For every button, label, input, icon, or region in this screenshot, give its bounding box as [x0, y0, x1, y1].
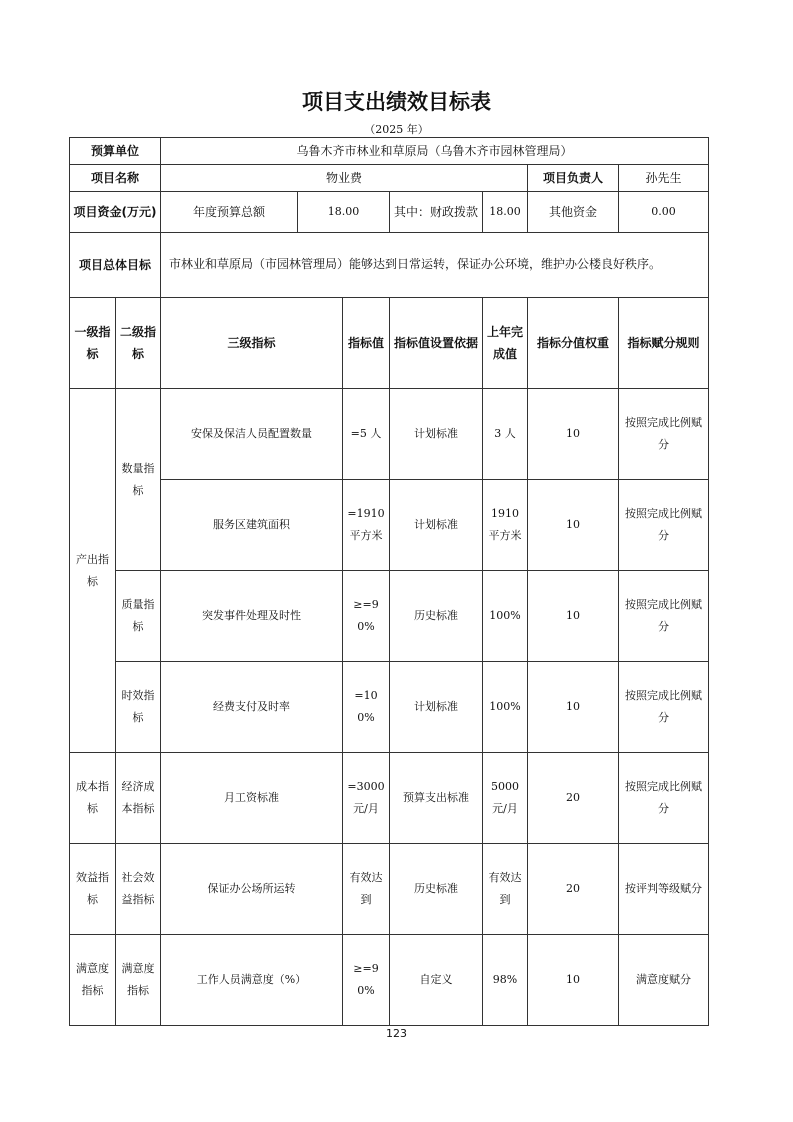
project-funds-label: 项目资金(万元): [70, 192, 161, 233]
indicator-value: =3000元/月: [343, 753, 390, 844]
table-row: [70, 389, 709, 480]
indicator-name: 经费支付及时率: [161, 662, 343, 753]
indicator-basis: 历史标准: [390, 844, 483, 935]
indicator-value: ≥=90%: [343, 935, 390, 1026]
indicator-name: 突发事件处理及时性: [161, 571, 343, 662]
budget-unit-value: 乌鲁木齐市林业和草原局（乌鲁木齐市园林管理局）: [161, 138, 709, 165]
scoring-rule: 按照完成比例赋分: [619, 389, 709, 480]
header-level2: 二级指标: [116, 298, 161, 389]
overall-goal-value: 市林业和草原局（市园林管理局）能够达到日常运转，保证办公环境，维护办公楼良好秩序。: [161, 233, 709, 298]
scoring-rule: 按照完成比例赋分: [619, 662, 709, 753]
header-level1: 一级指标: [70, 298, 116, 389]
indicator-weight: 10: [528, 389, 619, 480]
indicator-weight: 10: [528, 571, 619, 662]
indicator-name: 安保及保洁人员配置数量: [161, 389, 343, 480]
indicator-basis: 历史标准: [390, 571, 483, 662]
indicator-name: 服务区建筑面积: [161, 480, 343, 571]
level2-economic-cost: 经济成本指标: [116, 753, 161, 844]
indicator-value: 有效达到: [343, 844, 390, 935]
level2-quantity: 数量指标: [116, 389, 161, 571]
fiscal-allocation-label: 其中：财政拨款: [390, 192, 483, 233]
scoring-rule: 按照完成比例赋分: [619, 753, 709, 844]
header-value: 指标值: [343, 298, 390, 389]
indicator-weight: 10: [528, 662, 619, 753]
indicator-basis: 自定义: [390, 935, 483, 1026]
indicator-value: =5 人: [343, 389, 390, 480]
table-row: [70, 753, 709, 844]
level2-quality: 质量指标: [116, 571, 161, 662]
other-funds-value: 0.00: [619, 192, 709, 233]
indicator-basis: 计划标准: [390, 389, 483, 480]
indicator-name: 保证办公场所运转: [161, 844, 343, 935]
last-year-value: 5000元/月: [483, 753, 528, 844]
indicator-weight: 20: [528, 844, 619, 935]
table-row: [70, 480, 709, 571]
last-year-value: 有效达到: [483, 844, 528, 935]
project-leader-label: 项目负责人: [528, 165, 619, 192]
header-rule: 指标赋分规则: [619, 298, 709, 389]
indicator-weight: 10: [528, 935, 619, 1026]
header-level3: 三级指标: [161, 298, 343, 389]
header-last-year: 上年完成值: [483, 298, 528, 389]
performance-target-table: [69, 137, 709, 1026]
annual-budget-value: 18.00: [298, 192, 390, 233]
indicator-basis: 计划标准: [390, 480, 483, 571]
last-year-value: 98%: [483, 935, 528, 1026]
fiscal-allocation-value: 18.00: [483, 192, 528, 233]
project-name-value: 物业费: [161, 165, 528, 192]
document-title: 项目支出绩效目标表: [302, 90, 491, 114]
table-header-row: [70, 298, 709, 389]
indicator-basis: 预算支出标准: [390, 753, 483, 844]
header-weight: 指标分值权重: [528, 298, 619, 389]
project-leader-value: 孙先生: [619, 165, 709, 192]
level1-benefit: 效益指标: [70, 844, 116, 935]
indicator-value: =1910平方米: [343, 480, 390, 571]
project-funds-row: [70, 192, 709, 233]
level2-social-benefit: 社会效益指标: [116, 844, 161, 935]
scoring-rule: 按照完成比例赋分: [619, 571, 709, 662]
scoring-rule: 按评判等级赋分: [619, 844, 709, 935]
level2-timeliness: 时效指标: [116, 662, 161, 753]
scoring-rule: 按照完成比例赋分: [619, 480, 709, 571]
project-name-label: 项目名称: [70, 165, 161, 192]
page-number: 123: [386, 1027, 407, 1040]
table-row: [70, 844, 709, 935]
last-year-value: 1910平方米: [483, 480, 528, 571]
indicator-weight: 10: [528, 480, 619, 571]
level1-output: 产出指标: [70, 389, 116, 753]
annual-budget-label: 年度预算总额: [161, 192, 298, 233]
document-year: （2025 年）: [364, 123, 429, 136]
indicator-name: 月工资标准: [161, 753, 343, 844]
indicator-basis: 计划标准: [390, 662, 483, 753]
overall-goal-label: 项目总体目标: [70, 233, 161, 298]
last-year-value: 100%: [483, 571, 528, 662]
last-year-value: 100%: [483, 662, 528, 753]
indicator-value: =100%: [343, 662, 390, 753]
scoring-rule: 满意度赋分: [619, 935, 709, 1026]
indicator-value: ≥=90%: [343, 571, 390, 662]
budget-unit-label: 预算单位: [70, 138, 161, 165]
table-row: [70, 935, 709, 1026]
other-funds-label: 其他资金: [528, 192, 619, 233]
level2-satisfaction: 满意度指标: [116, 935, 161, 1026]
project-name-row: [70, 165, 709, 192]
level1-satisfaction: 满意度指标: [70, 935, 116, 1026]
header-basis: 指标值设置依据: [390, 298, 483, 389]
table-row: [70, 571, 709, 662]
level1-cost: 成本指标: [70, 753, 116, 844]
table-row: [70, 662, 709, 753]
overall-goal-row: [70, 233, 709, 298]
indicator-name: 工作人员满意度（%）: [161, 935, 343, 1026]
budget-unit-row: [70, 138, 709, 165]
indicator-weight: 20: [528, 753, 619, 844]
last-year-value: 3 人: [483, 389, 528, 480]
